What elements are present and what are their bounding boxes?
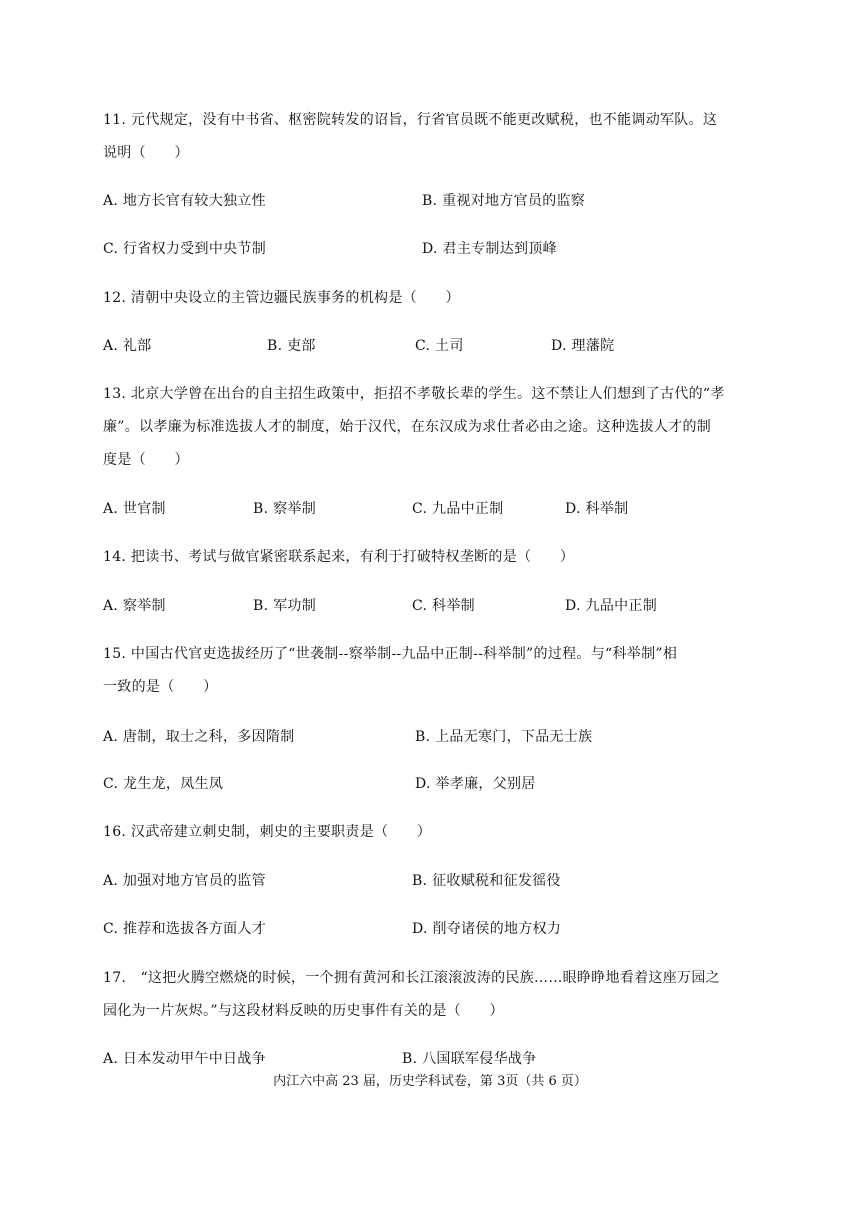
q16-option-a: A. 加强对地方官员的监管: [103, 873, 266, 889]
q14-stem-line-1: 14. 把读书、考试与做官紧密联系起来，有利于打破特权垄断的是（ ）: [103, 549, 575, 565]
q16-option-c: C. 推荐和选拔各方面人才: [103, 921, 267, 937]
q12-option-d: D. 理藩院: [551, 338, 615, 354]
q11-option-d: D. 君主专制达到顶峰: [422, 241, 557, 257]
q13-option-d: D. 科举制: [565, 501, 629, 517]
q16-option-d: D. 削夺诸侯的地方权力: [412, 921, 562, 937]
q15-option-b: B. 上品无寒门，下品无士族: [415, 729, 593, 745]
q11-option-c: C. 行省权力受到中央节制: [103, 241, 267, 257]
q16-option-b: B. 征收赋税和征发徭役: [412, 873, 561, 889]
q13-stem-line-3: 度是（ ）: [103, 452, 189, 468]
q11-option-a: A. 地方长官有较大独立性: [103, 193, 266, 209]
q15-option-c: C. 龙生龙，凤生凤: [103, 776, 224, 792]
q12-option-b: B. 吏部: [267, 338, 316, 354]
q14-option-d: D. 九品中正制: [565, 598, 658, 614]
page-footer: 内江六中高 23 届，历史学科试卷，第 3页（共 6 页）: [273, 1074, 587, 1089]
q11-option-b: B. 重视对地方官员的监察: [422, 193, 586, 209]
q15-option-d: D. 举孝廉，父别居: [415, 776, 536, 792]
q13-stem-line-2: 廉”。以孝廉为标准选拔人才的制度，始于汉代，在东汉成为求仕者必由之途。这种选拔人才的制: [103, 419, 712, 435]
q14-option-c: C. 科举制: [412, 598, 475, 614]
q17-option-a: A. 日本发动甲午中日战争: [103, 1051, 266, 1067]
q14-option-b: B. 军功制: [253, 598, 316, 614]
q11-stem-line-2: 说明（ ）: [103, 145, 189, 161]
q17-stem-line-2: 园化为一片灰烬。”与这段材料反映的历史事件有关的是（ ）: [103, 1003, 504, 1019]
q17-option-b: B. 八国联军侵华战争: [402, 1051, 537, 1067]
q14-option-a: A. 察举制: [103, 598, 166, 614]
q13-stem-line-1: 13. 北京大学曾在出台的自主招生政策中，拒招不孝敬长辈的学生。这不禁让人们想到了古代的“孝: [103, 386, 725, 402]
q13-option-b: B. 察举制: [253, 501, 316, 517]
q12-option-c: C. 土司: [415, 338, 464, 354]
q13-option-a: A. 世官制: [103, 501, 166, 517]
q15-stem-line-2: 一致的是（ ）: [103, 679, 218, 695]
q16-stem-line-1: 16. 汉武帝建立刺史制，刺史的主要职责是（ ）: [103, 824, 432, 840]
q17-stem-line-1: 17. “这把火腾空燃烧的时候，一个拥有黄河和长江滚滚波涛的民族……眼睁睁地看着这座万园之: [103, 970, 720, 986]
q15-option-a: A. 唐制，取士之科，多因隋制: [103, 729, 295, 745]
q13-option-c: C. 九品中正制: [412, 501, 504, 517]
q11-stem-line-1: 11. 元代规定，没有中书省、枢密院转发的诏旨，行省官员既不能更改赋税，也不能调动军队。这: [103, 112, 718, 128]
q12-option-a: A. 礼部: [103, 338, 152, 354]
q12-stem-line-1: 12. 清朝中央设立的主管边疆民族事务的机构是（ ）: [103, 290, 460, 306]
q15-stem-line-1: 15. 中国古代官吏选拔经历了“世袭制--察举制--九品中正制--科举制”的过程。与“科举制”相: [103, 646, 678, 662]
